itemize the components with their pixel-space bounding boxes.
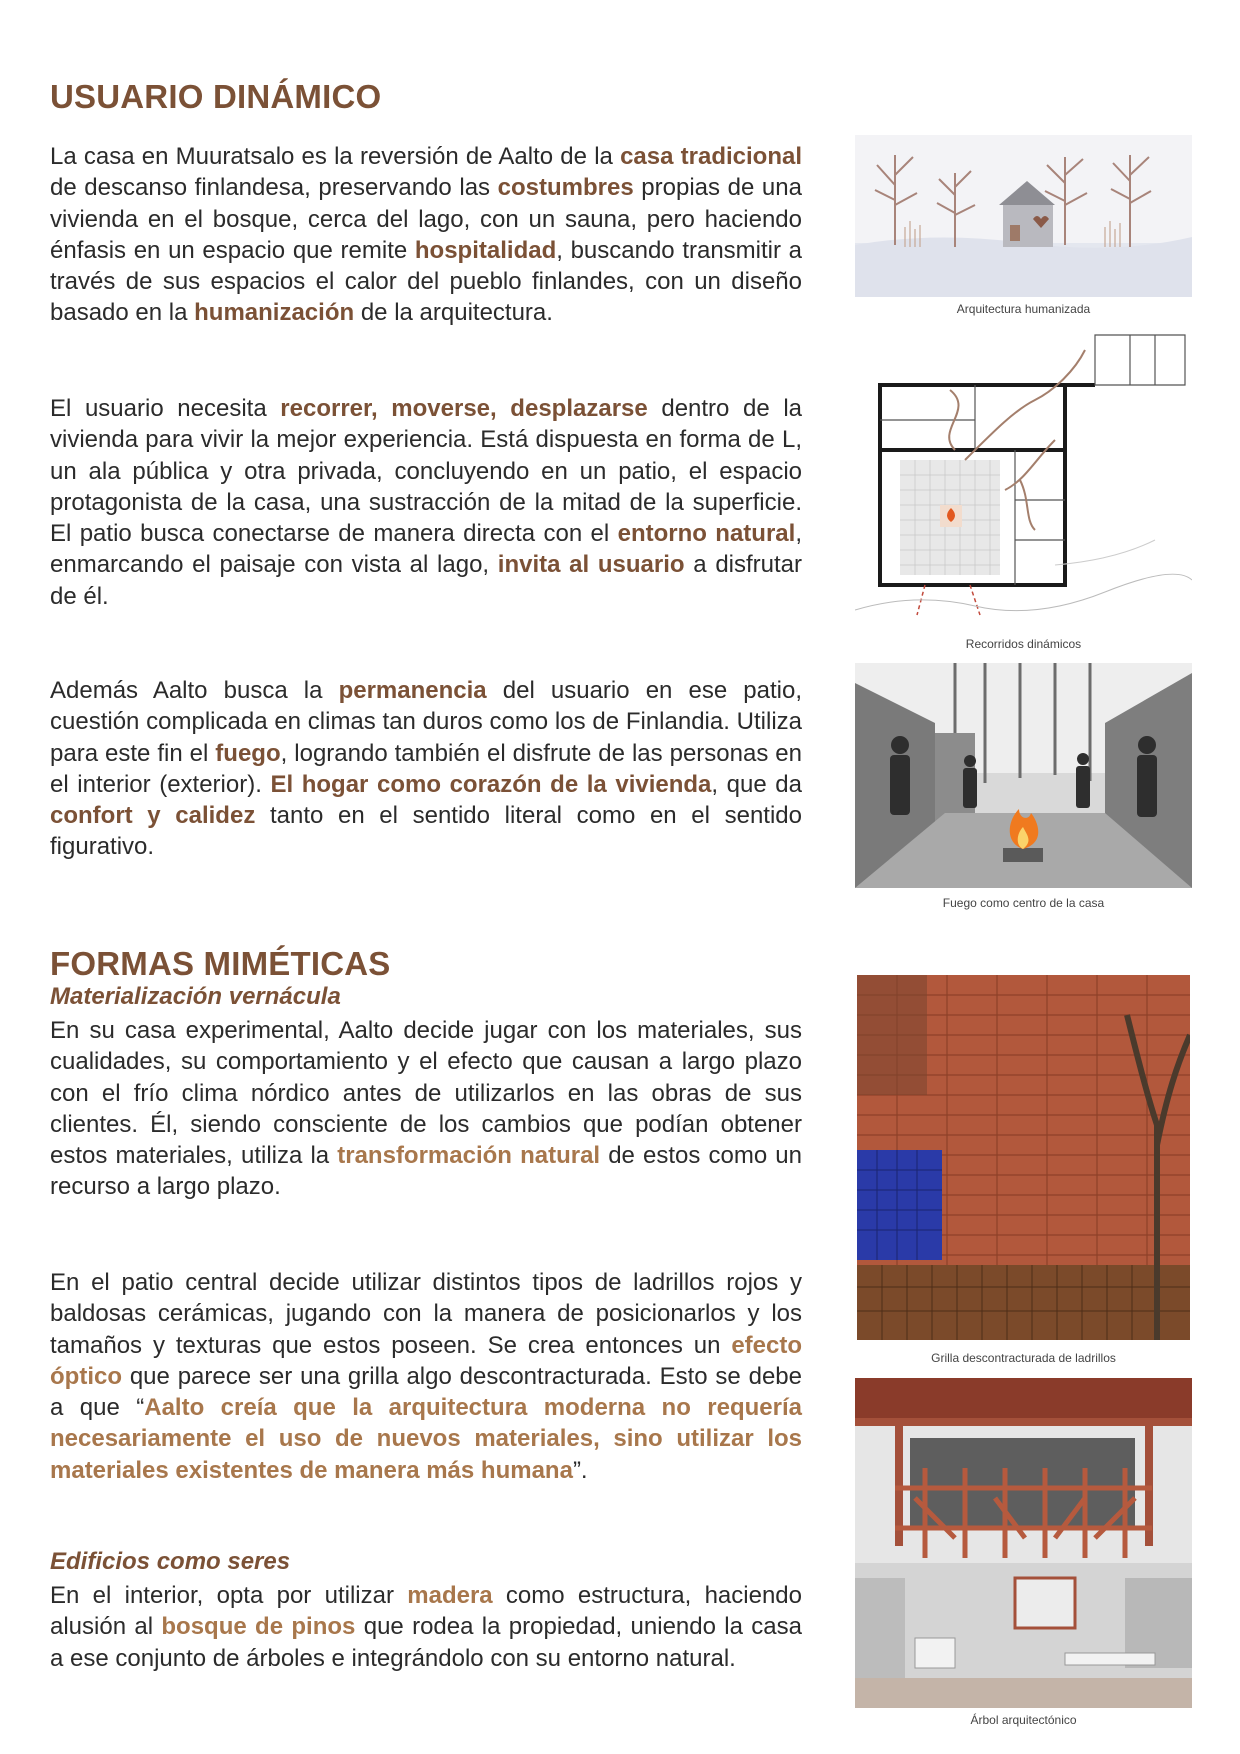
caption-fuego-centro: Fuego como centro de la casa (942, 896, 1105, 910)
brick-wall-photo-icon (857, 975, 1190, 1340)
section-title-formas-mimeticas: FORMAS MIMÉTICAS (50, 945, 391, 982)
paragraph-recorrer: El usuario necesita recorrer, moverse, desplazarse dentro de la vivienda para vivir la mejor experiencia. Está dispuesta en forma de L, un ala pública y otra privada, concluyendo en un patio, el espacio protagonista de la casa, una sustracción de la mitad de la superficie. El patio busca conectarse de manera directa con el entorno natural, enmarcando el paisaje con vista al lago, invita al usuario a disfrutar de él. (50, 395, 803, 610)
paragraph-madera: En el interior, opta por utilizar madera como estructura, haciendo alusión al bosque de pinos que rodea la propiedad, uniendo la casa a ese conjunto de árboles e integrándolo con su entorno natural. (50, 1582, 802, 1672)
subtitle-materializacion: Materialización vernácula (50, 983, 341, 1010)
paragraph-permanencia: Además Aalto busca la permanencia del usuario en ese patio, cuestión complicada en climas tan duros como los de Finlandia. Utiliza para este fin el fuego, logrando también el disfrute de las personas en el interior (exterior). El hogar como corazón de la vivienda, que da confort y calidez tanto en el sentido literal como en el sentido figurativo. (50, 677, 802, 861)
section-title-usuario-dinamico: USUARIO DINÁMICO (50, 78, 382, 115)
caption-arbol-arquitectonico: Árbol arquitectónico (970, 1713, 1077, 1727)
wooden-interior-photo-icon (855, 1378, 1192, 1708)
paragraph-casa-tradicional: La casa en Muuratsalo es la reversión de Aalto de la casa tradicional de descanso finlandesa, preservando las costumbres propias de una vivienda en el bosque, cerca del lago, con un sauna, pero haciendo énfasis en un espacio que remite hospitalidad, buscando transmitir a través de sus espacios el calor del pueblo finlandes, con un diseño basado en la humanización de la arquitectura. (50, 143, 803, 327)
subtitle-edificios: Edificios como seres (50, 1548, 291, 1575)
caption-recorridos-dinamicos: Recorridos dinámicos (965, 637, 1082, 651)
patio-fire-photo-icon (855, 663, 1192, 888)
paragraph-ladrillos: En el patio central decide utilizar distintos tipos de ladrillos rojos y baldosas cerámicas, jugando con la manera de posicionarlos y los tamaños y texturas que estos poseen. Se crea entonces un efecto óptico que parece ser una grilla algo descontracturada. Esto se debe a que “Aalto creía que la arquitectura moderna no requería necesariamente el uso de nuevos materiales, sino utilizar los materiales existentes de manera más humana”. (50, 1269, 803, 1484)
caption-grilla-ladrillos: Grilla descontracturada de ladrillos (931, 1351, 1116, 1365)
paragraph-materiales: En su casa experimental, Aalto decide jugar con los materiales, sus cualidades, su comportamiento y el efecto que causan a largo plazo con el frío clima nórdico antes de utilizarlos en las obras de sus clientes. Él, siendo consciente de los cambios que podían obtener estos materiales, utiliza la transformación natural de estos como un recurso a largo plazo. (50, 1017, 802, 1201)
caption-arquitectura-humanizada: Arquitectura humanizada (956, 302, 1091, 316)
winter-house-illustration-icon (855, 135, 1192, 297)
floor-plan-diagram-icon (855, 330, 1192, 630)
